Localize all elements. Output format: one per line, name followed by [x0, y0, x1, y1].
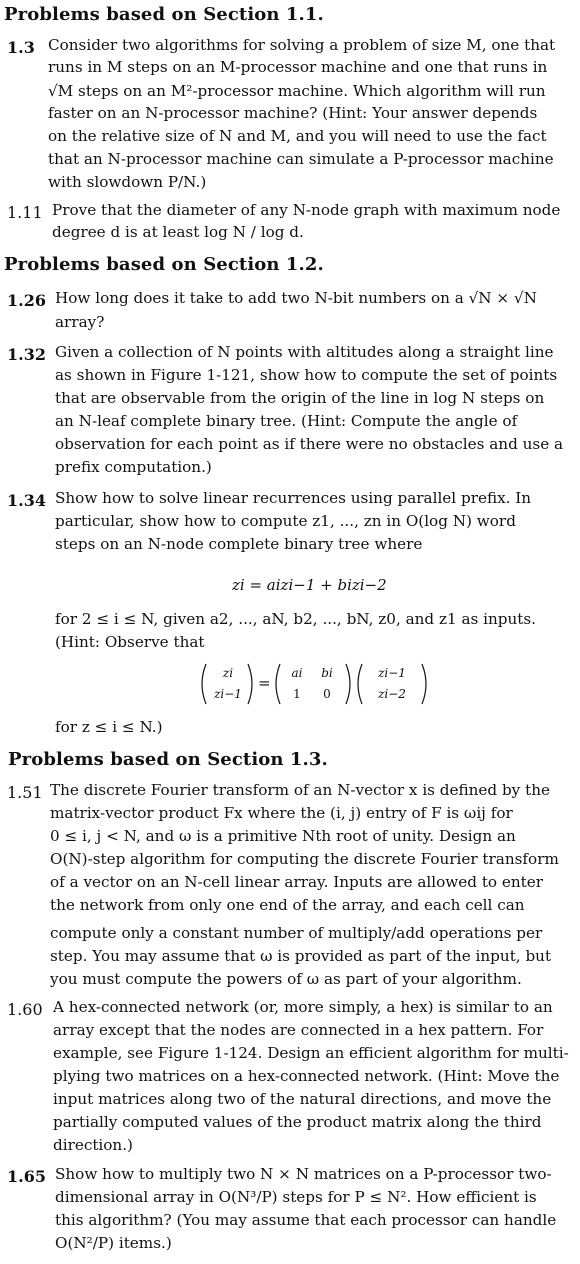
problem-number-1-3: 1.3: [7, 38, 35, 57]
recurrence-equation: zi = aizi−1 + bizi−2: [232, 576, 387, 594]
matrix-cell: zi−1: [378, 666, 406, 680]
text-line: Show how to solve linear recurrences using parallel prefix. In: [55, 489, 532, 507]
text-line: an N-leaf complete binary tree. (Hint: Compute the angle of: [55, 412, 518, 430]
text-line: Given a collection of N points with altitudes along a straight line: [55, 343, 554, 361]
text-line: on the relative size of N and M, and you will need to use the fact: [48, 127, 547, 145]
text-line: degree d is at least log N / log d.: [52, 223, 304, 241]
text-line: A hex-connected network (or, more simply, a hex) is similar to an: [53, 998, 553, 1016]
text-line: Consider two algorithms for solving a problem of size M, one that: [48, 36, 556, 54]
text-line: for z ≤ i ≤ N.): [55, 718, 163, 736]
equals-sign: =: [258, 674, 271, 692]
text-line: example, see Figure 1-124. Design an efficient algorithm for multi-: [53, 1044, 569, 1062]
matrix-cell: ai: [291, 666, 303, 680]
text-line: compute only a constant number of multiply/add operations per: [50, 924, 543, 942]
problem-number-1-51: 1.51: [7, 783, 43, 802]
text-line: observation for each point as if there were no obstacles and use a: [55, 435, 564, 453]
problem-number-1-11: 1.11: [7, 203, 43, 222]
section-heading-1-3: Problems based on Section 1.3.: [8, 749, 328, 770]
matrix-cell: 1: [293, 687, 301, 701]
text-line: particular, show how to compute z1, ..., zn in O(log N) word: [55, 512, 516, 530]
text-line: array except that the nodes are connected in a hex pattern. For: [53, 1021, 544, 1039]
text-line: O(N)-step algorithm for computing the discrete Fourier transform: [50, 850, 559, 868]
matrix-cell: zi−1: [214, 687, 242, 701]
text-line: step. You may assume that ω is provided as part of the input, but: [50, 947, 552, 965]
text-line: 0 ≤ i, j < N, and ω is a primitive Nth root of unity. Design an: [50, 827, 516, 845]
problem-number-1-26: 1.26: [7, 291, 46, 310]
section-heading-1-2: Problems based on Section 1.2.: [4, 254, 324, 275]
text-line: runs in M steps on an M-processor machine and one that runs in: [48, 58, 548, 76]
matrix-equation: [196, 660, 436, 708]
text-line: partially computed values of the product matrix along the third: [53, 1113, 542, 1131]
text-line: of a vector on an N-cell linear array. Inputs are allowed to enter: [50, 873, 544, 891]
text-line: matrix-vector product Fx where the (i, j) entry of F is ωij for: [50, 804, 513, 822]
text-line: that are observable from the origin of the line in log N steps on: [55, 389, 545, 407]
text-line: steps on an N-node complete binary tree where: [55, 535, 423, 553]
text-line: plying two matrices on a hex-connected network. (Hint: Move the: [53, 1067, 560, 1085]
text-line: √M steps on an M²-processor machine. Which algorithm will run: [48, 82, 546, 100]
problem-number-1-65: 1.65: [7, 1167, 46, 1186]
text-line: Show how to multiply two N × N matrices on a P-processor two-: [55, 1165, 552, 1183]
text-line: O(N²/P) items.): [55, 1234, 172, 1252]
matrix-cell: zi: [222, 666, 234, 680]
text-line: (Hint: Observe that: [55, 633, 205, 651]
problem-number-1-34: 1.34: [7, 491, 46, 510]
text-line: dimensional array in O(N³/P) steps for P ≤ N². How efficient is: [55, 1188, 537, 1206]
text-line: Prove that the diameter of any N-node graph with maximum node: [52, 201, 561, 219]
matrix-cell: 0: [323, 687, 331, 701]
text-line: direction.): [53, 1136, 133, 1154]
problem-number-1-60: 1.60: [7, 1000, 43, 1019]
text-line: that an N-processor machine can simulate a P-processor machine: [48, 150, 554, 168]
text-line: The discrete Fourier transform of an N-vector x is defined by the: [50, 781, 550, 799]
text-line: with slowdown P/N.): [48, 173, 207, 191]
matrix-cell: bi: [321, 666, 333, 680]
text-line: input matrices along two of the natural directions, and move the: [53, 1090, 552, 1108]
text-line: for 2 ≤ i ≤ N, given a2, ..., aN, b2, ..., bN, z0, and z1 as inputs.: [55, 610, 537, 628]
text-line: array?: [55, 313, 105, 331]
text-line: you must compute the powers of ω as part of your algorithm.: [50, 970, 522, 988]
text-line: this algorithm? (You may assume that each processor can handle: [55, 1211, 557, 1229]
text-line: as shown in Figure 1-121, show how to compute the set of points: [55, 366, 558, 384]
text-line: How long does it take to add two N-bit numbers on a √N × √N: [55, 289, 537, 307]
problem-number-1-32: 1.32: [7, 345, 46, 364]
matrix-cell: zi−2: [378, 687, 406, 701]
text-line: the network from only one end of the array, and each cell can: [50, 896, 525, 914]
text-line: prefix computation.): [55, 458, 212, 476]
section-heading-1-1: Problems based on Section 1.1.: [4, 4, 324, 25]
text-line: faster on an N-processor machine? (Hint: Your answer depends: [48, 104, 538, 122]
